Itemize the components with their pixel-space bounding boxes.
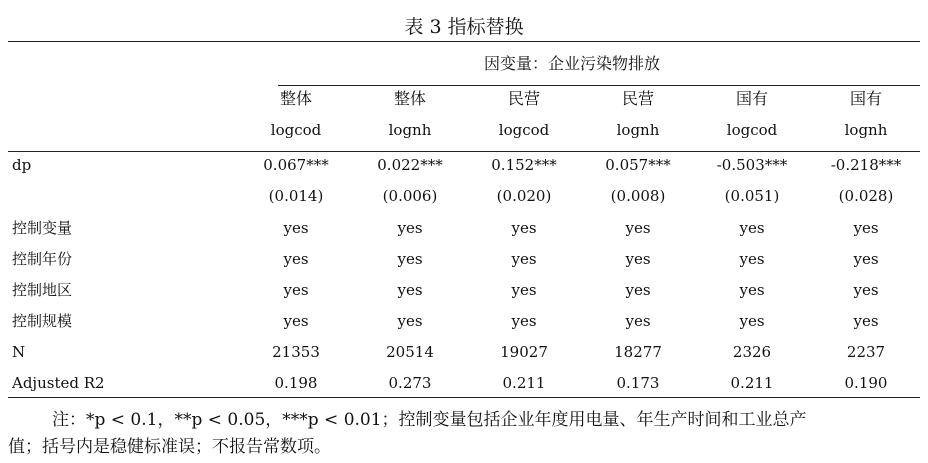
column-group-label: 民营 [621,89,654,108]
table-cell: yes [511,219,537,237]
table-cell: yes [625,281,651,299]
top-rule [8,41,920,42]
table-cell: 18277 [614,343,662,361]
table-cell: yes [739,281,765,299]
table-cell: yes [625,312,651,330]
table-title: 表 3 指标替换 [404,16,524,38]
table-note-line1: 注：*p < 0.1，**p < 0.05，***p < 0.01；控制变量包括企业年度用电量、年生产时间和工业总产 [52,410,807,430]
table-cell: yes [397,312,423,330]
row-label: dp [12,156,32,174]
group-rule [278,85,920,86]
row-label: 控制规模 [12,312,73,330]
column-dependent-variable: logcod [498,121,550,139]
table-cell: (0.028) [838,187,894,205]
table-cell: yes [397,219,423,237]
table-cell: yes [283,250,309,268]
table-cell: 0.152*** [491,156,557,174]
table-cell: yes [511,281,537,299]
table-cell: -0.218*** [830,156,902,174]
column-dependent-variable: logcod [726,121,778,139]
column-group-label: 整体 [279,89,312,108]
table-cell: yes [853,250,879,268]
table-cell: yes [625,250,651,268]
column-group-label: 国有 [735,89,768,108]
table-cell: 0.067*** [263,156,329,174]
column-dependent-variable: lognh [844,121,888,139]
bottom-rule [8,397,920,398]
table-cell: yes [739,219,765,237]
column-dependent-variable: lognh [616,121,660,139]
group-header: 因变量：企业污染物排放 [484,54,661,73]
row-label: 控制年份 [12,250,73,268]
column-dependent-variable: lognh [388,121,432,139]
table-cell: yes [853,281,879,299]
table-note-line2: 值；括号内是稳健标准误；不报告常数项。 [8,437,331,457]
table-cell: (0.014) [268,187,324,205]
column-group-label: 整体 [393,89,426,108]
table-cell: yes [739,250,765,268]
row-label: 控制变量 [12,219,73,237]
table-cell: (0.006) [382,187,438,205]
table-cell: 0.211 [730,374,774,392]
table-cell: (0.008) [610,187,666,205]
table-cell: 0.057*** [605,156,671,174]
table-cell: (0.020) [496,187,552,205]
table-cell: 2237 [846,343,886,361]
table-cell: yes [853,312,879,330]
table-cell: 20514 [386,343,434,361]
table-cell: yes [739,312,765,330]
table-cell: 0.198 [274,374,318,392]
table-cell: 0.211 [502,374,546,392]
table-cell: 19027 [500,343,548,361]
row-label: N [12,343,26,361]
table-cell: yes [283,219,309,237]
table-cell: 21353 [272,343,320,361]
table-cell: 0.273 [388,374,432,392]
table-cell: yes [853,219,879,237]
table-cell: yes [397,281,423,299]
table-cell: 0.173 [616,374,660,392]
column-group-label: 国有 [849,89,882,108]
table-cell: yes [397,250,423,268]
header-rule [8,151,920,152]
table-cell: 0.022*** [377,156,443,174]
table-cell: yes [625,219,651,237]
table-cell: yes [283,312,309,330]
row-label: 控制地区 [12,281,73,299]
table-cell: yes [511,312,537,330]
column-group-label: 民营 [507,89,540,108]
column-dependent-variable: logcod [270,121,322,139]
table-cell: (0.051) [724,187,780,205]
table-cell: yes [511,250,537,268]
row-label: Adjusted R2 [12,374,105,392]
table-cell: -0.503*** [716,156,788,174]
table-cell: 0.190 [844,374,888,392]
table-cell: 2326 [732,343,772,361]
table-cell: yes [283,281,309,299]
